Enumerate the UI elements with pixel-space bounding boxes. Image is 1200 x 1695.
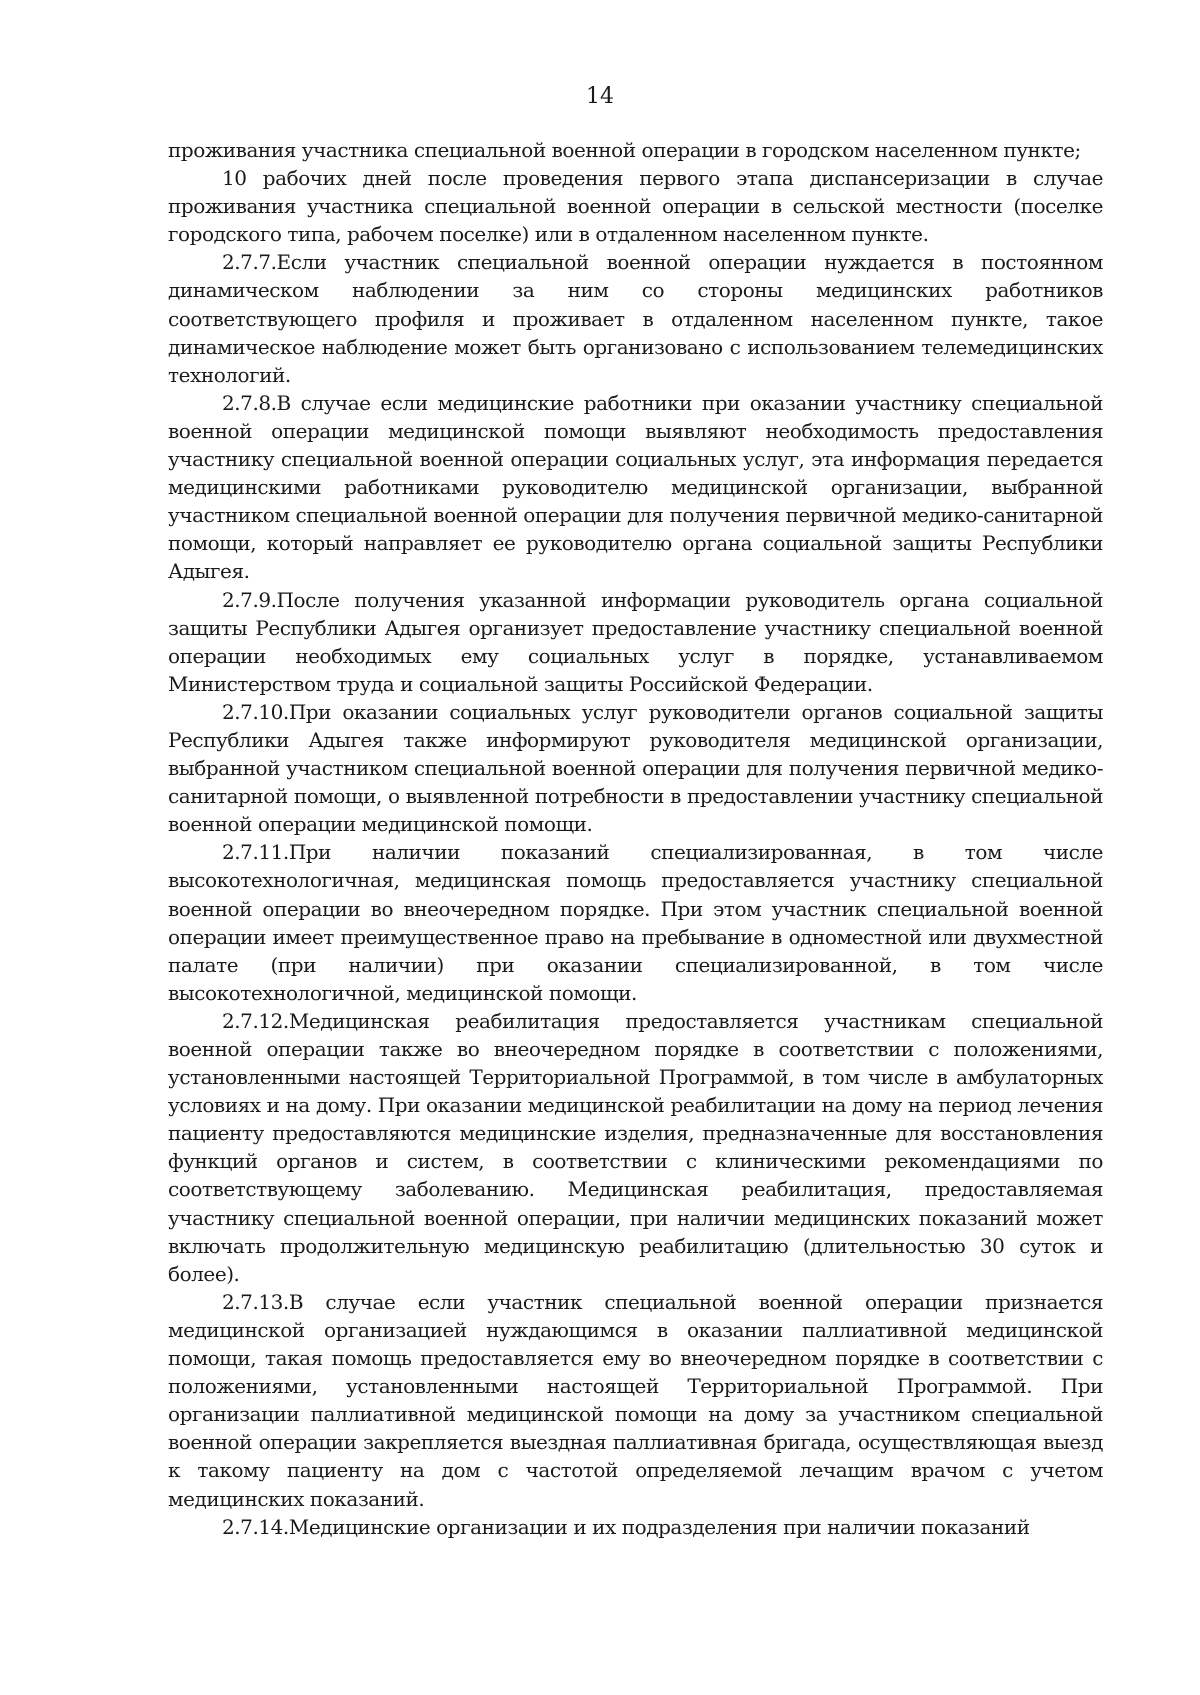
paragraph-2-7-14: 2.7.14.Медицинские организации и их подразделения при наличии показаний bbox=[222, 1514, 1030, 1539]
document-body bbox=[168, 136, 1103, 1541]
paragraph-2-7-9: 2.7.9.После получения указанной информации руководитель органа социальной защиты Республики Адыгея организует предоставление участнику специальной военной операции необходимых ему социальных услуг в порядке, устанавливаемом Министерством труда и социальной защиты Российской Федерации. bbox=[168, 587, 1103, 696]
paragraph-2-7-11: 2.7.11.При наличии показаний специализированная, в том числе высокотехнологичная, медицинская помощь предоставляется участнику специальной военной операции во внеочередном порядке. При этом участник специальной военной операции имеет преимущественное право на пребывание в одноместной или двухместной палате (при наличии) при оказании специализированной, в том числе высокотехнологичной, медицинской помощи. bbox=[168, 840, 1103, 1005]
page-number: 14 bbox=[586, 84, 614, 109]
paragraph-2-7-12: 2.7.12.Медицинская реабилитация предоставляется участникам специальной военной операции также во внеочередном порядке в соответствии с положениями, установленными настоящей Территориальной Программой, в том числе в амбулаторных условиях и на дому. При оказании медицинской реабилитации на дому на период лечения пациенту предоставляются медицинские изделия, предназначенные для восстановления функций органов и систем, в соответствии с клиническими рекомендациями по соответствующему заболеванию. Медицинская реабилитация, предоставляемая участнику специальной военной операции, при наличии медицинских показаний может включать продолжительную медицинскую реабилитацию (длительностью 30 суток и более). bbox=[168, 1008, 1103, 1286]
paragraph-2-7-13: 2.7.13.В случае если участник специальной военной операции признается медицинской организацией нуждающимся в оказании паллиативной медицинской помощи, такая помощь предоставляется ему во внеочередном порядке в соответствии с положениями, установленными настоящей Территориальной Программой. При организации паллиативной медицинской помощи на дому за участником специальной военной операции закрепляется выездная паллиативная бригада, осуществляющая выезд к такому пациенту на дом с частотой определяемой лечащим врачом с учетом медицинских показаний. bbox=[168, 1289, 1103, 1511]
paragraph-ten-days: 10 рабочих дней после проведения первого этапа диспансеризации в случае проживания участника специальной военной операции в сельской местности (поселке городского типа, рабочем поселке) или в отдаленном населенном пункте. bbox=[168, 166, 1103, 247]
paragraph-continuation: проживания участника специальной военной операции в городском населенном пункте; bbox=[168, 138, 1081, 162]
paragraph-2-7-8: 2.7.8.В случае если медицинские работники при оказании участнику специальной военной операции медицинской помощи выявляют необходимость предоставления участнику специальной военной операции социальных услуг, эта информация передается медицинскими работниками руководителю медицинской организации, выбранной участником специальной военной операции для получения первичной медико-санитарной помощи, который направляет ее руководителю органа социальной защиты Республики Адыгея. bbox=[168, 390, 1103, 584]
paragraph-2-7-10: 2.7.10.При оказании социальных услуг руководители органов социальной защиты Республики Адыгея также информируют руководителя медицинской организации, выбранной участником специальной военной операции для получения первичной медико-санитарной помощи, о выявленной потребности в предоставлении участнику специальной военной операции медицинской помощи. bbox=[168, 699, 1103, 837]
paragraph-2-7-7: 2.7.7.Если участник специальной военной операции нуждается в постоянном динамическом наблюдении за ним со стороны медицинских работников соответствующего профиля и проживает в отдаленном населенном пункте, такое динамическое наблюдение может быть организовано с использованием телемедицинских технологий. bbox=[168, 250, 1103, 387]
